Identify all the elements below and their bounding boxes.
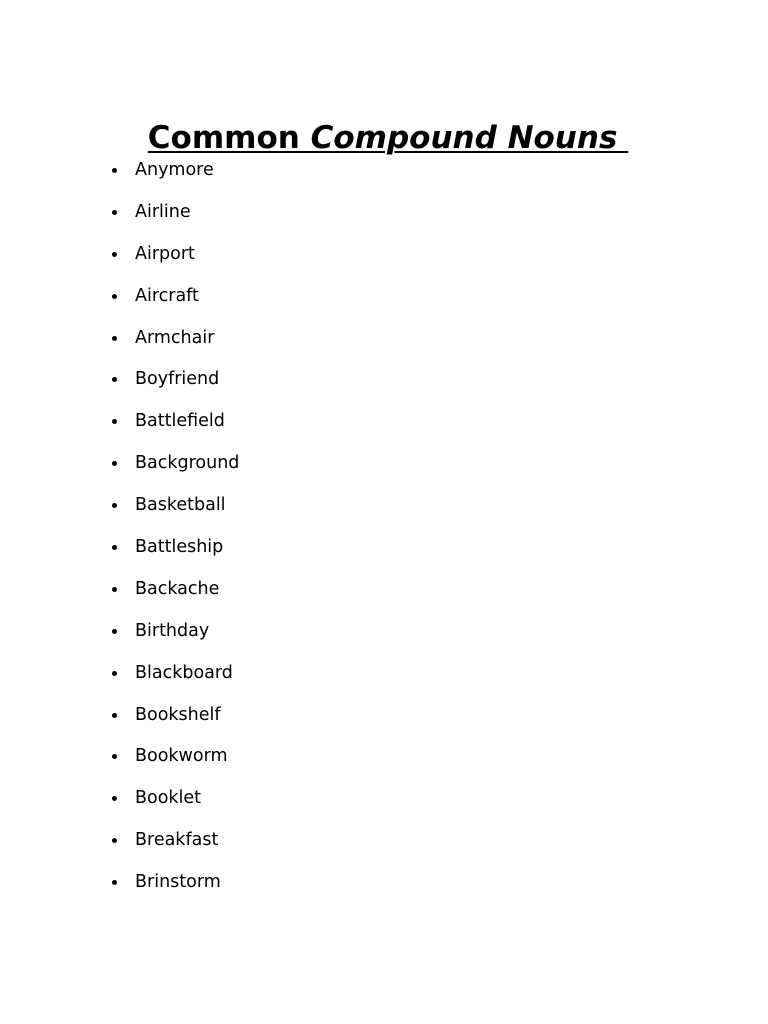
bullet-icon: [112, 252, 117, 257]
bullet-icon: [112, 503, 117, 508]
list-item-text: Bookworm: [135, 746, 228, 767]
bullet-icon: [112, 838, 117, 843]
bullet-icon: [112, 880, 117, 885]
page-title: [0, 118, 768, 158]
list-item-text: Boyfriend: [135, 369, 220, 390]
bullet-icon: [112, 210, 117, 215]
bullet-icon: [112, 294, 117, 299]
list-item-text: Airport: [135, 243, 195, 264]
list-item-text: Booklet: [135, 788, 202, 809]
bullet-icon: [112, 419, 117, 424]
list-item-text: Armchair: [135, 327, 215, 348]
bullet-icon: [112, 336, 117, 341]
bullet-icon: [112, 168, 117, 173]
bullet-icon: [112, 671, 117, 676]
list-item-text: Birthday: [135, 620, 210, 641]
bullet-icon: [112, 587, 117, 592]
list-item-text: Basketball: [135, 495, 226, 516]
bullet-icon: [112, 461, 117, 466]
bullet-icon: [112, 629, 117, 634]
title-plain-text: Common: [147, 119, 311, 156]
list-item-text: Blackboard: [135, 662, 233, 683]
bullet-icon: [112, 545, 117, 550]
list-item-text: Background: [135, 453, 240, 474]
bullet-icon: [112, 713, 117, 718]
list-item-text: Breakfast: [135, 830, 219, 851]
list-item-text: Battleship: [135, 537, 224, 558]
list-item-text: Backache: [135, 578, 220, 599]
title-italic-text: Compound Nouns: [310, 119, 629, 156]
bullet-icon: [112, 754, 117, 759]
list-item-text: Airline: [135, 201, 191, 222]
list-item-text: Bookshelf: [135, 704, 221, 725]
list-item-text: Aircraft: [135, 285, 199, 306]
list-item-text: Battlefield: [135, 411, 225, 432]
bullet-icon: [112, 377, 117, 382]
list-item-text: Brinstorm: [135, 872, 221, 893]
bullet-icon: [112, 796, 117, 801]
list-item-text: Anymore: [135, 160, 214, 180]
